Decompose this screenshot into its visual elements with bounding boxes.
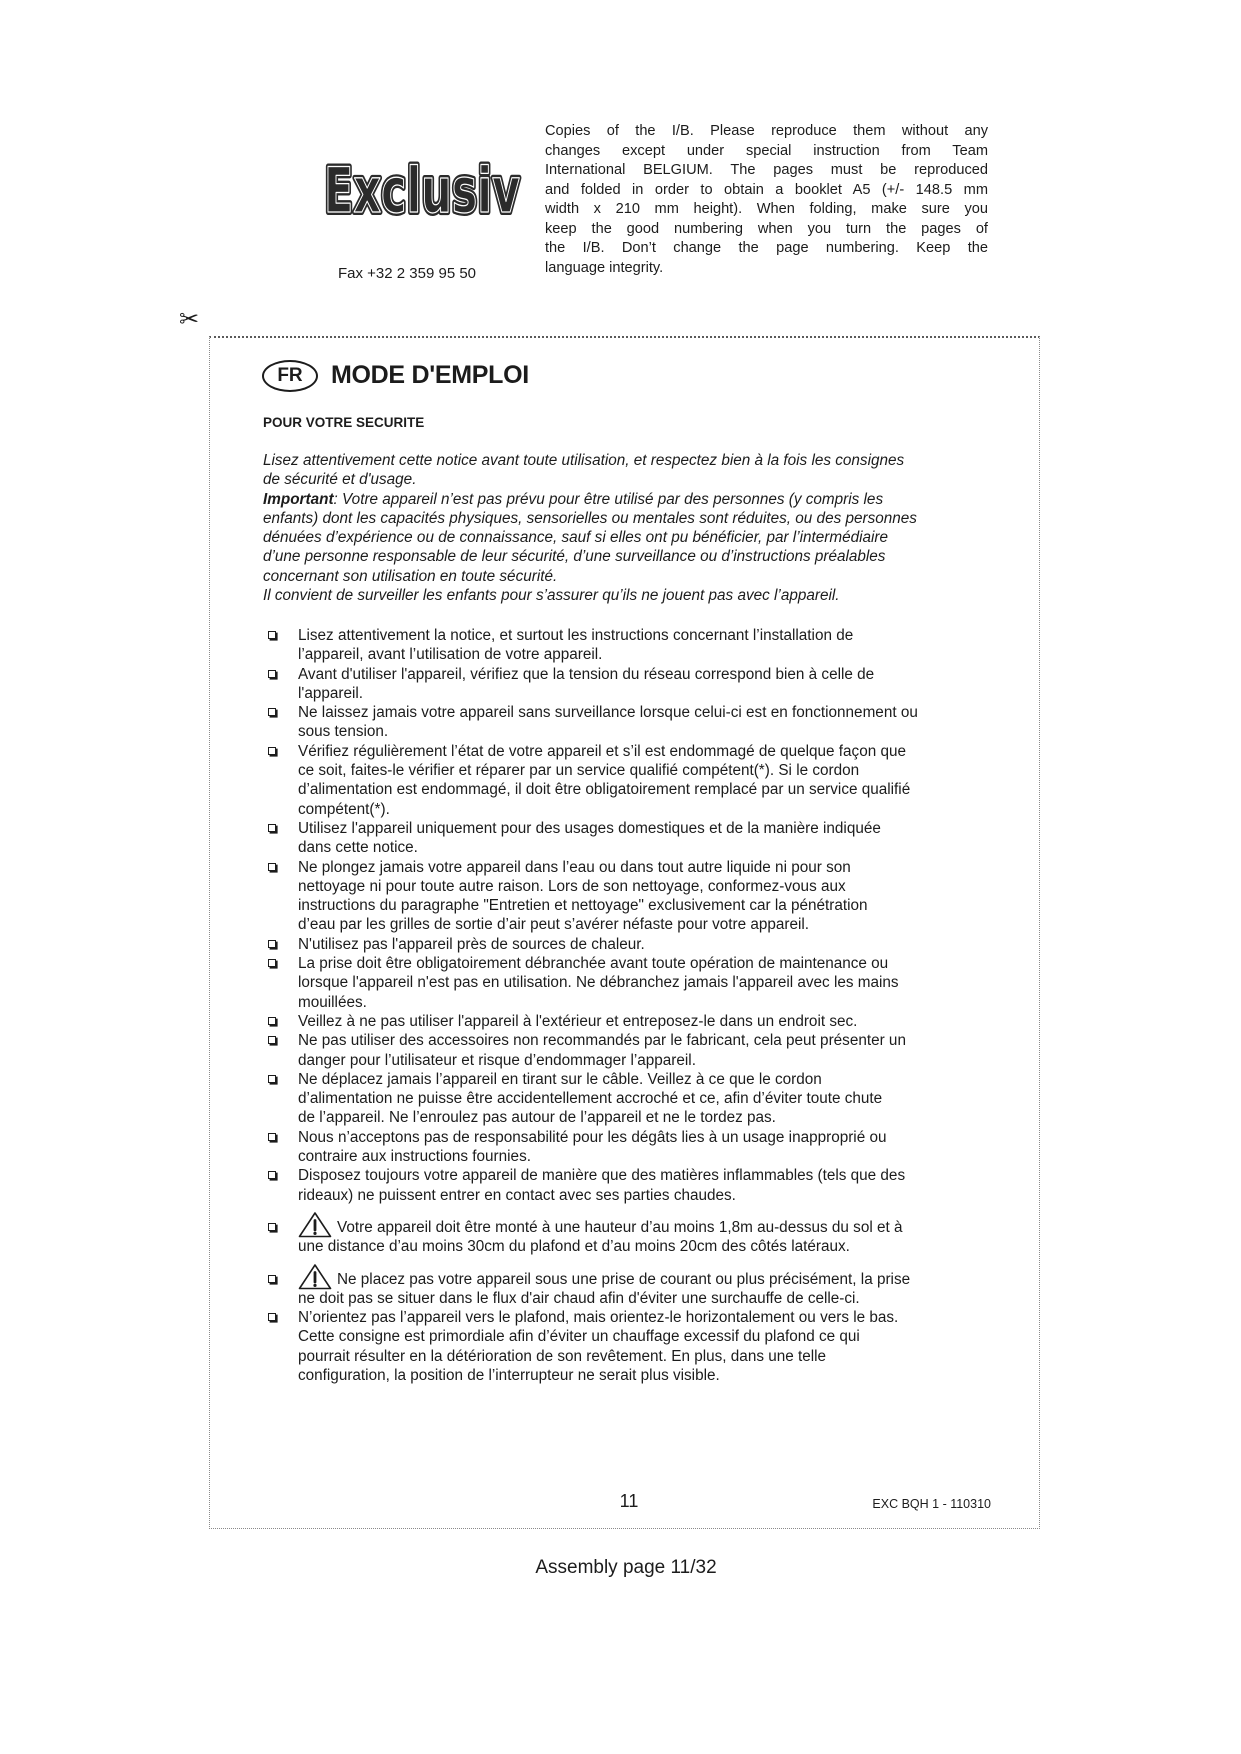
safety-item-text: N’orientez pas l’appareil vers le plafond, mais orientez-le horizontalement ou vers le bas. [298,1309,899,1327]
safety-item-text: Utilisez l'appareil uniquement pour des usages domestiques et de la manière indiquée [298,819,881,837]
safety-item-line [210,1070,1039,1089]
safety-item-text: Vérifiez régulièrement l’état de votre appareil et s’il est endommagé de quelque façon que [298,742,906,760]
checkbox-icon [268,863,276,871]
instruction-line: language integrity. [545,259,664,276]
intro-line [263,451,917,470]
safety-item [210,1128,1039,1167]
safety-item-line [210,1347,1039,1366]
safety-item-line [210,800,1039,819]
section-heading: POUR VOTRE SECURITE [263,415,425,430]
safety-item-text: d’alimentation ne puisse être accidentellement accroché et ce, afin d’éviter toute chute [298,1090,883,1108]
safety-item-text: rideaux) ne puissent entrer en contact avec ses parties chaudes. [298,1186,736,1204]
safety-item-text: Cette consigne est primordiale afin d’éviter un chauffage excessif du plafond ce qui [298,1328,860,1346]
safety-item-text: La prise doit être obligatoirement débranchée avant toute opération de maintenance ou [298,955,889,973]
page-number: 11 [619,1491,639,1511]
brand-logo [316,156,528,220]
safety-item [210,1270,1039,1309]
checkbox-icon [268,1171,276,1179]
warning-icon [298,1263,332,1290]
safety-item-line [210,1218,1039,1237]
safety-item-line [210,1186,1039,1205]
instruction-line: changes except under special instruction from Team [545,142,988,159]
safety-item-text: instructions du paragraphe "Entretien et nettoyage" exclusivement car la pénétration [298,897,868,915]
safety-item-line [210,722,1039,741]
safety-item-text: sous tension. [298,723,389,741]
safety-item-line [210,819,1039,838]
safety-item-text: Votre appareil doit être monté à une hauteur d’au moins 1,8m au-dessus du sol et à [337,1218,903,1236]
safety-item-line [210,877,1039,896]
safety-item-line [210,973,1039,992]
safety-item-line [210,993,1039,1012]
document-code: EXC BQH 1 - 110310 [872,1497,991,1511]
safety-item-line [210,665,1039,684]
checkbox-icon [268,1313,276,1321]
logo-text: Exclusiv [324,156,520,220]
safety-item-text: ne doit pas se situer dans le flux d'air chaud afin d'éviter une surchauffe de celle-ci. [298,1289,860,1307]
safety-item [210,858,1039,935]
safety-item-line [210,1031,1039,1050]
safety-item-text: compétent(*). [298,800,390,818]
safety-item-line [210,1366,1039,1385]
intro-line [263,470,917,489]
safety-item-line [210,684,1039,703]
fax-number: Fax +32 2 359 95 50 [338,265,477,282]
safety-item-text: Ne laissez jamais votre appareil sans surveillance lorsque celui-ci est en fonctionnement ou [298,704,918,722]
safety-item-text: Disposez toujours votre appareil de manière que des matières inflammables (tels que des [298,1167,906,1185]
intro-line [263,528,917,547]
safety-item-line [210,915,1039,934]
intro-line [263,509,917,528]
safety-item-line [210,761,1039,780]
safety-item-line [210,1270,1039,1289]
logo-text-outline: Exclusiv [324,156,520,220]
safety-item-text: lorsque l'appareil n'est pas en utilisation. Ne débranchez jamais l'appareil avec les mains [298,974,899,992]
safety-item-text: une distance d’au moins 30cm du plafond et d’au moins 20cm des côtés latéraux. [298,1238,850,1256]
important-label: Important [263,490,334,508]
intro-line-text: : Votre appareil n’est pas prévu pour être utilisé par des personnes (y compris les [333,490,884,508]
scissors-icon: ✂ [179,305,200,333]
safety-item-text: Ne plongez jamais votre appareil dans l’eau ou dans tout autre liquide ni pour son [298,858,851,876]
checkbox-icon [268,959,276,967]
safety-item-line [210,626,1039,645]
safety-item-text: Ne déplacez jamais l’appareil en tirant sur le câble. Veillez à ce que le cordon [298,1070,822,1088]
safety-item-text: d’eau par les grilles de sortie d’air peut s’avérer néfaste pour votre appareil. [298,916,810,934]
safety-item-text: ce soit, faites-le vérifier et réparer par un service qualifié compétent(*). Si le cordon [298,762,860,780]
safety-item-text: de l’appareil. Ne l’enroulez pas autour de l’appareil et ne le tordez pas. [298,1109,776,1127]
assembly-page-label: Assembly page 11/32 [535,1557,717,1578]
checkbox-icon [268,708,276,716]
safety-item-text: Veillez à ne pas utiliser l'appareil à l'extérieur et entreposez-le dans un endroit sec. [298,1012,858,1030]
intro-line-text: dénuées d’expérience ou de connaissance, sauf si elles ont pu bénéficier, par l’intermédiaire [263,529,889,547]
checkbox-icon [268,1275,276,1283]
safety-item-text: danger pour l’utilisateur et risque d’endommager l’appareil. [298,1051,696,1069]
safety-item-line [210,838,1039,857]
safety-item [210,1218,1039,1257]
safety-item-text: Ne placez pas votre appareil sous une prise de courant ou plus précisément, la prise [337,1270,911,1288]
safety-item-line [210,858,1039,877]
checkbox-icon [268,747,276,755]
safety-item [210,742,1039,819]
safety-item-line [210,896,1039,915]
safety-intro [263,451,917,605]
safety-item [210,954,1039,1012]
page-title: MODE D'EMPLOI [331,361,529,389]
checkbox-icon [268,1036,276,1044]
safety-item [210,626,1039,665]
safety-item-text: nettoyage ni pour toute autre raison. Lors de son nettoyage, conformez-vous aux [298,877,846,895]
safety-item [210,819,1039,858]
checkbox-icon [268,1017,276,1025]
safety-item-line [210,1012,1039,1031]
intro-line-text: Lisez attentivement cette notice avant toute utilisation, et respectez bien à la fois les consignes [263,452,905,469]
safety-item [210,935,1039,954]
safety-item-text: contraire aux instructions fournies. [298,1148,531,1166]
safety-item-text: Ne pas utiliser des accessoires non recommandés par le fabricant, cela peut présenter un [298,1032,906,1050]
safety-item-text: dans cette notice. [298,839,418,857]
safety-item-line [210,1108,1039,1127]
safety-item-text: Nous n’acceptons pas de responsabilité pour les dégâts lies à un usage inapproprié ou [298,1128,887,1146]
safety-item-line [210,703,1039,722]
reproduction-instructions [545,122,988,278]
manual-page-frame [209,336,1040,1529]
safety-item-text: mouillées. [298,993,367,1011]
safety-item [210,665,1039,704]
safety-item-line [210,742,1039,761]
safety-instructions-list [210,626,1039,1385]
safety-item-text: Avant d'utiliser l'appareil, vérifiez que la tension du réseau correspond bien à celle de [298,665,875,683]
safety-item [210,1070,1039,1128]
instruction-line: width x 210 mm height). When folding, make sure you [545,201,988,217]
safety-item-line [210,1128,1039,1147]
safety-item [210,1166,1039,1205]
intro-line [263,567,917,586]
instruction-line: and folded in order to obtain a booklet A5 (+/- 148.5 mm [545,181,988,198]
safety-item-line [210,954,1039,973]
safety-item-text: Lisez attentivement la notice, et surtout les instructions concernant l’installation de [298,627,854,644]
safety-item-line [210,1166,1039,1185]
safety-item-text: l’appareil, avant l’utilisation de votre appareil. [298,646,603,664]
checkbox-icon [268,1223,276,1231]
instruction-line: Copies of the I/B. Please reproduce them without any [545,123,988,139]
safety-item-line [210,935,1039,954]
safety-item-text: d’alimentation est endommagé, il doit être obligatoirement remplacé par un service qualifié [298,781,911,799]
checkbox-icon [268,670,276,678]
checkbox-icon [268,1133,276,1141]
instruction-line: International BELGIUM. The pages must be reproduced [545,162,988,178]
safety-item [210,1308,1039,1385]
intro-line [263,547,917,566]
safety-item [210,1012,1039,1031]
intro-line [263,586,917,605]
safety-item-line [210,1051,1039,1070]
instruction-line: keep the good numbering when you turn the pages of [545,220,988,237]
intro-line-text: Il convient de surveiller les enfants pour s’assurer qu’ils ne jouent pas avec l’appareil. [263,587,840,605]
checkbox-icon [268,940,276,948]
intro-line-text: enfants) dont les capacités physiques, sensorielles ou mentales sont réduites, ou des personnes [263,509,917,527]
safety-item-line [210,1327,1039,1346]
safety-item-text: configuration, la position de l’interrupteur ne serait plus visible. [298,1366,720,1384]
warning-icon [298,1211,332,1238]
checkbox-icon [268,824,276,832]
safety-item [210,1031,1039,1070]
intro-line-text: concernant son utilisation en toute sécurité. [263,567,558,585]
safety-item-line [210,780,1039,799]
safety-item-text: pourrait résulter en la détérioration de son revêtement. En plus, dans une telle [298,1347,827,1365]
language-badge: FR [262,360,318,392]
intro-line [263,490,917,509]
safety-item [210,703,1039,742]
safety-item-line [210,645,1039,664]
safety-item-line [210,1289,1039,1308]
safety-item-line [210,1147,1039,1166]
instruction-line: the I/B. Don’t change the page numbering. Keep the [545,240,988,256]
safety-item-line [210,1089,1039,1108]
safety-item-text: l'appareil. [298,684,363,702]
checkbox-icon [268,1075,276,1083]
safety-item-text: N'utilisez pas l'appareil près de sources de chaleur. [298,935,645,953]
intro-line-text: de sécurité et d'usage. [263,471,417,489]
intro-line-text: d’une personne responsable de leur sécurité, d’une surveillance ou d’instructions préalables [263,548,886,566]
checkbox-icon [268,631,276,639]
safety-item-line [210,1237,1039,1256]
safety-item-line [210,1308,1039,1327]
